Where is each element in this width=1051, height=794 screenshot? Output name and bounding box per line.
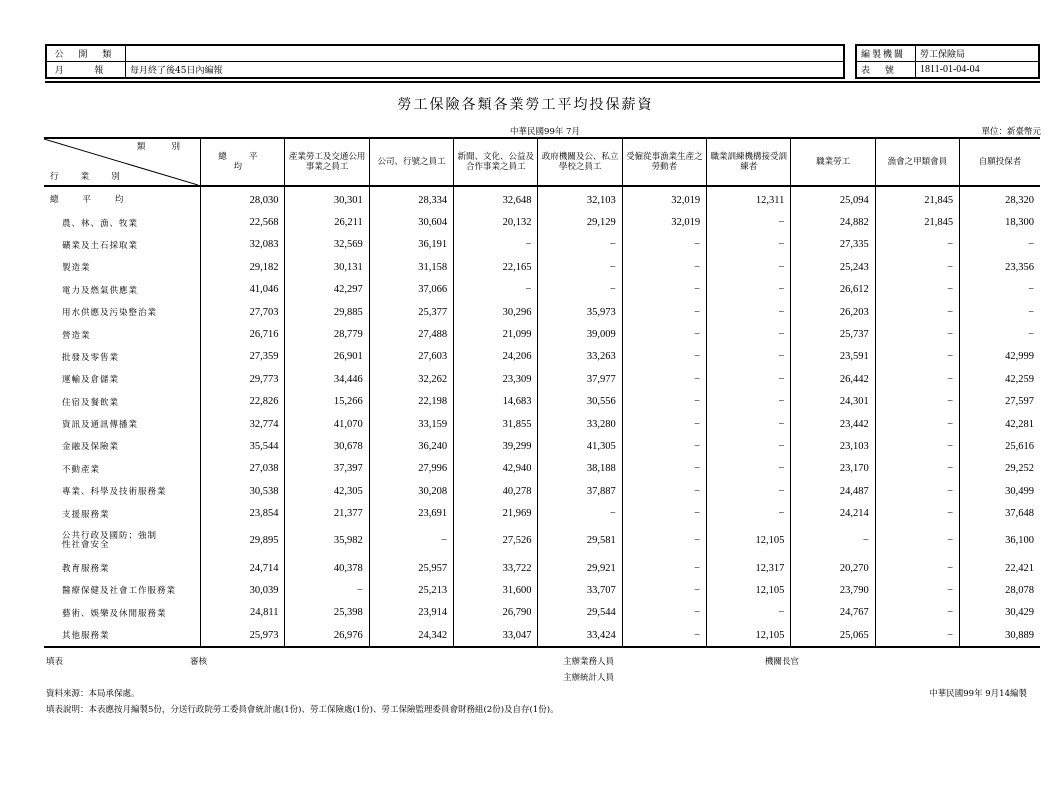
data-source: 資料來源：本局承保處。 <box>46 689 140 699</box>
table-cell: − <box>875 368 959 390</box>
public-class-label: 公 開 類 <box>46 45 126 62</box>
col-header: 產業勞工及交通公用事業之員工 <box>285 138 369 186</box>
table-cell: 24,342 <box>369 624 453 647</box>
table-cell: 26,716 <box>201 323 285 345</box>
table-cell: − <box>622 557 706 579</box>
table-cell: 22,165 <box>454 256 538 278</box>
table-cell: − <box>622 624 706 647</box>
table-cell: 42,297 <box>285 279 369 301</box>
table-cell: 24,767 <box>791 602 875 624</box>
table-row <box>44 624 1040 647</box>
table-cell: 42,259 <box>960 368 1040 390</box>
table-cell: − <box>622 525 706 557</box>
table-cell: − <box>622 480 706 502</box>
table-cell: − <box>875 579 959 601</box>
fill-instructions: 填表說明：本表應按月編製5份，分送行政院勞工委員會統計處(1份)、勞工保險處(1份)、勞工保險監理委員會財務組(2份)及自存(1份)。 <box>46 705 559 715</box>
table-cell: 41,070 <box>285 413 369 435</box>
table-cell: 32,019 <box>622 186 706 211</box>
table-cell: 23,854 <box>201 502 285 524</box>
table-cell: 22,826 <box>201 391 285 413</box>
table-cell: 30,604 <box>369 211 453 233</box>
table-cell: 39,299 <box>454 435 538 457</box>
table-cell: 26,976 <box>285 624 369 647</box>
table-cell: 23,309 <box>454 368 538 390</box>
table-cell: 23,591 <box>791 346 875 368</box>
table-cell: 29,885 <box>285 301 369 323</box>
table-cell: 35,973 <box>538 301 622 323</box>
table-row <box>44 480 1040 502</box>
table-cell: 30,538 <box>201 480 285 502</box>
row-label: 支援服務業 <box>62 509 110 520</box>
table-cell: − <box>622 602 706 624</box>
table-cell: 22,568 <box>201 211 285 233</box>
table-cell: 41,046 <box>201 279 285 301</box>
table-cell: − <box>707 480 791 502</box>
table-cell: − <box>875 413 959 435</box>
table-cell: 25,737 <box>791 323 875 345</box>
table-cell: 27,603 <box>369 346 453 368</box>
col-header: 職業訓練機構接受訓練者 <box>707 138 791 186</box>
table-cell: 28,779 <box>285 323 369 345</box>
table-cell: − <box>454 234 538 256</box>
table-cell: 32,774 <box>201 413 285 435</box>
stats-staff-label: 主辦統計人員 <box>563 673 615 683</box>
table-cell: − <box>622 458 706 480</box>
table-cell: 27,526 <box>454 525 538 557</box>
table-cell: 27,335 <box>791 234 875 256</box>
table-cell: 25,065 <box>791 624 875 647</box>
table-cell: 37,648 <box>960 502 1040 524</box>
table-cell: 27,038 <box>201 458 285 480</box>
table-cell: 21,377 <box>285 502 369 524</box>
table-cell: − <box>875 279 959 301</box>
table-cell: − <box>622 234 706 256</box>
table-cell: 30,039 <box>201 579 285 601</box>
table-cell: 36,100 <box>960 525 1040 557</box>
table-cell: − <box>622 502 706 524</box>
header-rule <box>45 81 1040 83</box>
table-cell: 33,159 <box>369 413 453 435</box>
table-row <box>44 602 1040 624</box>
table-cell: 25,398 <box>285 602 369 624</box>
table-cell: 32,569 <box>285 234 369 256</box>
table-cell: − <box>875 624 959 647</box>
table-cell: − <box>875 391 959 413</box>
table-cell: 22,198 <box>369 391 453 413</box>
table-cell: − <box>960 301 1040 323</box>
table-cell: 22,421 <box>960 557 1040 579</box>
row-label: 批發及零售業 <box>62 352 120 363</box>
header-left-box <box>45 44 845 79</box>
table-cell: − <box>707 413 791 435</box>
table-cell: 28,030 <box>201 186 285 211</box>
table-cell: 23,103 <box>791 435 875 457</box>
table-cell: 36,240 <box>369 435 453 457</box>
table-cell: 41,305 <box>538 435 622 457</box>
table-cell: − <box>538 502 622 524</box>
row-label: 公共行政及國防；強制性社會安全 <box>62 530 158 550</box>
table-cell: − <box>622 323 706 345</box>
table-cell: 42,305 <box>285 480 369 502</box>
table-header-row <box>44 138 1040 186</box>
table-cell: − <box>875 525 959 557</box>
table-cell: 21,845 <box>875 186 959 211</box>
table-cell: 34,446 <box>285 368 369 390</box>
corner-bottom-label: 行 業 別 <box>50 171 130 182</box>
row-label: 電力及燃氣供應業 <box>62 285 139 296</box>
table-cell: 12,105 <box>707 525 791 557</box>
table-cell: 30,499 <box>960 480 1040 502</box>
table-cell: 32,103 <box>538 186 622 211</box>
table-cell: 26,211 <box>285 211 369 233</box>
table-cell: 40,278 <box>454 480 538 502</box>
table-cell: − <box>622 279 706 301</box>
table-row <box>44 435 1040 457</box>
table-cell: 30,429 <box>960 602 1040 624</box>
table-cell: 21,099 <box>454 323 538 345</box>
table-cell: 35,982 <box>285 525 369 557</box>
table-cell: 31,600 <box>454 579 538 601</box>
table-cell: 30,889 <box>960 624 1040 647</box>
table-cell: − <box>707 279 791 301</box>
col-header: 總 平 均 <box>201 138 285 186</box>
corner-top-label: 類 別 <box>136 141 192 151</box>
table-cell: 30,556 <box>538 391 622 413</box>
row-label: 藝術、娛樂及休閒服務業 <box>62 608 167 619</box>
table-cell: 27,488 <box>369 323 453 345</box>
table-cell: 25,213 <box>369 579 453 601</box>
col-header: 漁會之甲類會員 <box>875 138 959 186</box>
table-cell: − <box>875 602 959 624</box>
table-cell: − <box>707 391 791 413</box>
table-cell: − <box>707 256 791 278</box>
table-cell: 32,648 <box>454 186 538 211</box>
table-cell: 15,266 <box>285 391 369 413</box>
table-cell: 24,206 <box>454 346 538 368</box>
table-cell: 29,129 <box>538 211 622 233</box>
table-cell: 33,263 <box>538 346 622 368</box>
table-cell: − <box>875 435 959 457</box>
table-cell: 12,105 <box>707 624 791 647</box>
table-body <box>44 186 1040 647</box>
table-cell: − <box>707 602 791 624</box>
row-label: 醫療保健及社會工作服務業 <box>62 586 177 597</box>
table-row <box>44 301 1040 323</box>
table-cell: − <box>875 256 959 278</box>
table-cell: − <box>622 256 706 278</box>
table-cell: − <box>960 234 1040 256</box>
table-cell: 32,262 <box>369 368 453 390</box>
table-row <box>44 557 1040 579</box>
table-cell: − <box>875 234 959 256</box>
table-cell: 40,378 <box>285 557 369 579</box>
unit-label: 單位：新臺幣元 <box>981 127 1041 137</box>
table-cell: 12,105 <box>707 579 791 601</box>
table-cell: 30,131 <box>285 256 369 278</box>
table-cell: 24,301 <box>791 391 875 413</box>
table-cell: 25,377 <box>369 301 453 323</box>
row-label: 運輸及倉儲業 <box>62 375 120 386</box>
col-header: 受僱從事漁業生產之勞動者 <box>622 138 706 186</box>
table-cell: − <box>622 301 706 323</box>
table-cell: 27,597 <box>960 391 1040 413</box>
table-cell: 29,182 <box>201 256 285 278</box>
row-label: 用水供應及污染整治業 <box>62 308 158 319</box>
table-cell: 29,921 <box>538 557 622 579</box>
table-row <box>44 346 1040 368</box>
table-row <box>44 458 1040 480</box>
table-row <box>44 256 1040 278</box>
row-label: 教育服務業 <box>62 564 110 575</box>
row-label: 金融及保險業 <box>62 442 120 453</box>
table-cell: 14,683 <box>454 391 538 413</box>
table-cell: 37,397 <box>285 458 369 480</box>
table-cell: 25,243 <box>791 256 875 278</box>
table-cell: 25,094 <box>791 186 875 211</box>
header-right-box <box>855 44 1040 79</box>
table-cell: − <box>622 391 706 413</box>
business-staff-label: 主辦業務人員 <box>563 657 615 667</box>
table-cell: 30,208 <box>369 480 453 502</box>
table-cell: − <box>538 279 622 301</box>
table-cell: − <box>875 301 959 323</box>
table-cell: 24,882 <box>791 211 875 233</box>
table-cell: 25,957 <box>369 557 453 579</box>
monthly-report-label: 月 報 <box>46 62 126 79</box>
table-cell: − <box>707 502 791 524</box>
table-cell: 24,487 <box>791 480 875 502</box>
table-cell: 27,996 <box>369 458 453 480</box>
table-cell: 29,581 <box>538 525 622 557</box>
table-cell: 20,132 <box>454 211 538 233</box>
table-row <box>44 211 1040 233</box>
table-cell: 24,714 <box>201 557 285 579</box>
row-label: 專業、科學及技術服務業 <box>62 487 167 498</box>
table-cell: 35,544 <box>201 435 285 457</box>
row-label: 製造業 <box>62 263 91 274</box>
table-cell: − <box>622 346 706 368</box>
table-cell: − <box>285 579 369 601</box>
table-cell: 24,811 <box>201 602 285 624</box>
row-label: 資訊及通訊傳播業 <box>62 420 139 431</box>
table-cell: 33,722 <box>454 557 538 579</box>
table-row <box>44 234 1040 256</box>
table-row <box>44 525 1040 557</box>
col-header: 公司、行號之員工 <box>369 138 453 186</box>
table-cell: − <box>960 323 1040 345</box>
table-cell: 23,914 <box>369 602 453 624</box>
table-cell: 28,320 <box>960 186 1040 211</box>
table-cell: − <box>875 346 959 368</box>
table-cell: − <box>454 279 538 301</box>
table-cell: − <box>538 256 622 278</box>
table-cell: 33,424 <box>538 624 622 647</box>
table-cell: − <box>875 480 959 502</box>
table-cell: 31,158 <box>369 256 453 278</box>
table-cell: 42,281 <box>960 413 1040 435</box>
table-cell: 25,616 <box>960 435 1040 457</box>
table-cell: 27,359 <box>201 346 285 368</box>
table-row <box>44 502 1040 524</box>
table-cell: 42,940 <box>454 458 538 480</box>
table-cell: − <box>622 368 706 390</box>
table-cell: 26,790 <box>454 602 538 624</box>
table-cell: − <box>875 323 959 345</box>
report-deadline: 每月終了後45日內編報 <box>126 62 845 79</box>
table-cell: 12,317 <box>707 557 791 579</box>
row-label: 總平均 <box>50 195 148 206</box>
table-cell: 33,280 <box>538 413 622 435</box>
table-cell: 38,188 <box>538 458 622 480</box>
table-cell: 21,845 <box>875 211 959 233</box>
row-label: 其他服務業 <box>44 624 201 647</box>
row-label: 礦業及土石採取業 <box>62 240 139 251</box>
table-cell: − <box>622 413 706 435</box>
table-row <box>44 391 1040 413</box>
table-cell: − <box>707 323 791 345</box>
table-cell: 23,356 <box>960 256 1040 278</box>
filler-label: 填表 <box>46 657 64 667</box>
row-label: 農、林、漁、牧業 <box>62 218 139 229</box>
table-cell: 36,191 <box>369 234 453 256</box>
table-row <box>44 413 1040 435</box>
table-cell: 32,019 <box>622 211 706 233</box>
row-label: 營造業 <box>62 330 91 341</box>
table-cell: − <box>707 346 791 368</box>
table-cell: 37,887 <box>538 480 622 502</box>
table-row <box>44 368 1040 390</box>
table-cell: − <box>791 525 875 557</box>
salary-table <box>44 137 1040 648</box>
table-cell: 23,790 <box>791 579 875 601</box>
table-cell: 26,442 <box>791 368 875 390</box>
org-value: 勞工保險局 <box>916 45 1040 62</box>
table-cell: 27,703 <box>201 301 285 323</box>
table-cell: 18,300 <box>960 211 1040 233</box>
table-cell: − <box>538 234 622 256</box>
table-cell: − <box>875 502 959 524</box>
table-cell: 24,214 <box>791 502 875 524</box>
corner-cell <box>44 138 201 186</box>
table-cell: 31,855 <box>454 413 538 435</box>
table-cell: 29,895 <box>201 525 285 557</box>
table-cell: − <box>707 211 791 233</box>
table-cell: 42,999 <box>960 346 1040 368</box>
table-cell: 29,544 <box>538 602 622 624</box>
col-header: 新聞、文化、公益及合作事業之員工 <box>454 138 538 186</box>
org-label: 編製機關 <box>856 45 916 62</box>
table-cell: 29,773 <box>201 368 285 390</box>
form-no-value: 1811-01-04-04 <box>916 62 1040 79</box>
report-title: 勞工保險各類各業勞工平均投保薪資 <box>397 97 654 113</box>
table-cell: 23,691 <box>369 502 453 524</box>
table-cell: 33,047 <box>454 624 538 647</box>
table-cell: 30,678 <box>285 435 369 457</box>
table-cell: 25,973 <box>201 624 285 647</box>
table-cell: 39,009 <box>538 323 622 345</box>
table-cell: 30,296 <box>454 301 538 323</box>
table-cell: − <box>875 458 959 480</box>
report-period: 中華民國99年 7月 <box>510 127 580 137</box>
table-cell: − <box>369 525 453 557</box>
table-cell: − <box>707 234 791 256</box>
table-cell: 26,901 <box>285 346 369 368</box>
table-cell: 26,612 <box>791 279 875 301</box>
table-cell: 23,442 <box>791 413 875 435</box>
table-cell: 37,977 <box>538 368 622 390</box>
table-row <box>44 279 1040 301</box>
col-header: 自願投保者 <box>960 138 1040 186</box>
table-cell: − <box>875 557 959 579</box>
chief-label: 機關長官 <box>765 657 800 667</box>
table-cell: − <box>707 301 791 323</box>
table-cell: 30,301 <box>285 186 369 211</box>
table-cell: − <box>707 435 791 457</box>
table-cell: 33,707 <box>538 579 622 601</box>
table-cell: 23,170 <box>791 458 875 480</box>
table-cell: − <box>622 435 706 457</box>
table-cell: − <box>960 279 1040 301</box>
table-cell: − <box>707 368 791 390</box>
table-cell: 29,252 <box>960 458 1040 480</box>
reviewer-label: 審核 <box>190 657 208 667</box>
table-cell: 20,270 <box>791 557 875 579</box>
table-cell: 12,311 <box>707 186 791 211</box>
table-cell: 21,969 <box>454 502 538 524</box>
form-no-label: 表 號 <box>856 62 916 79</box>
table-cell: 28,078 <box>960 579 1040 601</box>
row-label: 住宿及餐飲業 <box>62 397 120 408</box>
table-cell: 28,334 <box>369 186 453 211</box>
table-cell: − <box>707 458 791 480</box>
table-cell: 32,083 <box>201 234 285 256</box>
table-row <box>44 323 1040 345</box>
table-cell: 26,203 <box>791 301 875 323</box>
col-header: 職業勞工 <box>791 138 875 186</box>
compiled-date: 中華民國99年 9月14編製 <box>929 689 1027 699</box>
row-label: 不動產業 <box>62 464 101 475</box>
table-row <box>44 579 1040 601</box>
col-header: 政府機關及公、私立學校之員工 <box>538 138 622 186</box>
table-cell: 37,066 <box>369 279 453 301</box>
table-cell: − <box>622 579 706 601</box>
table-row <box>44 186 1040 211</box>
